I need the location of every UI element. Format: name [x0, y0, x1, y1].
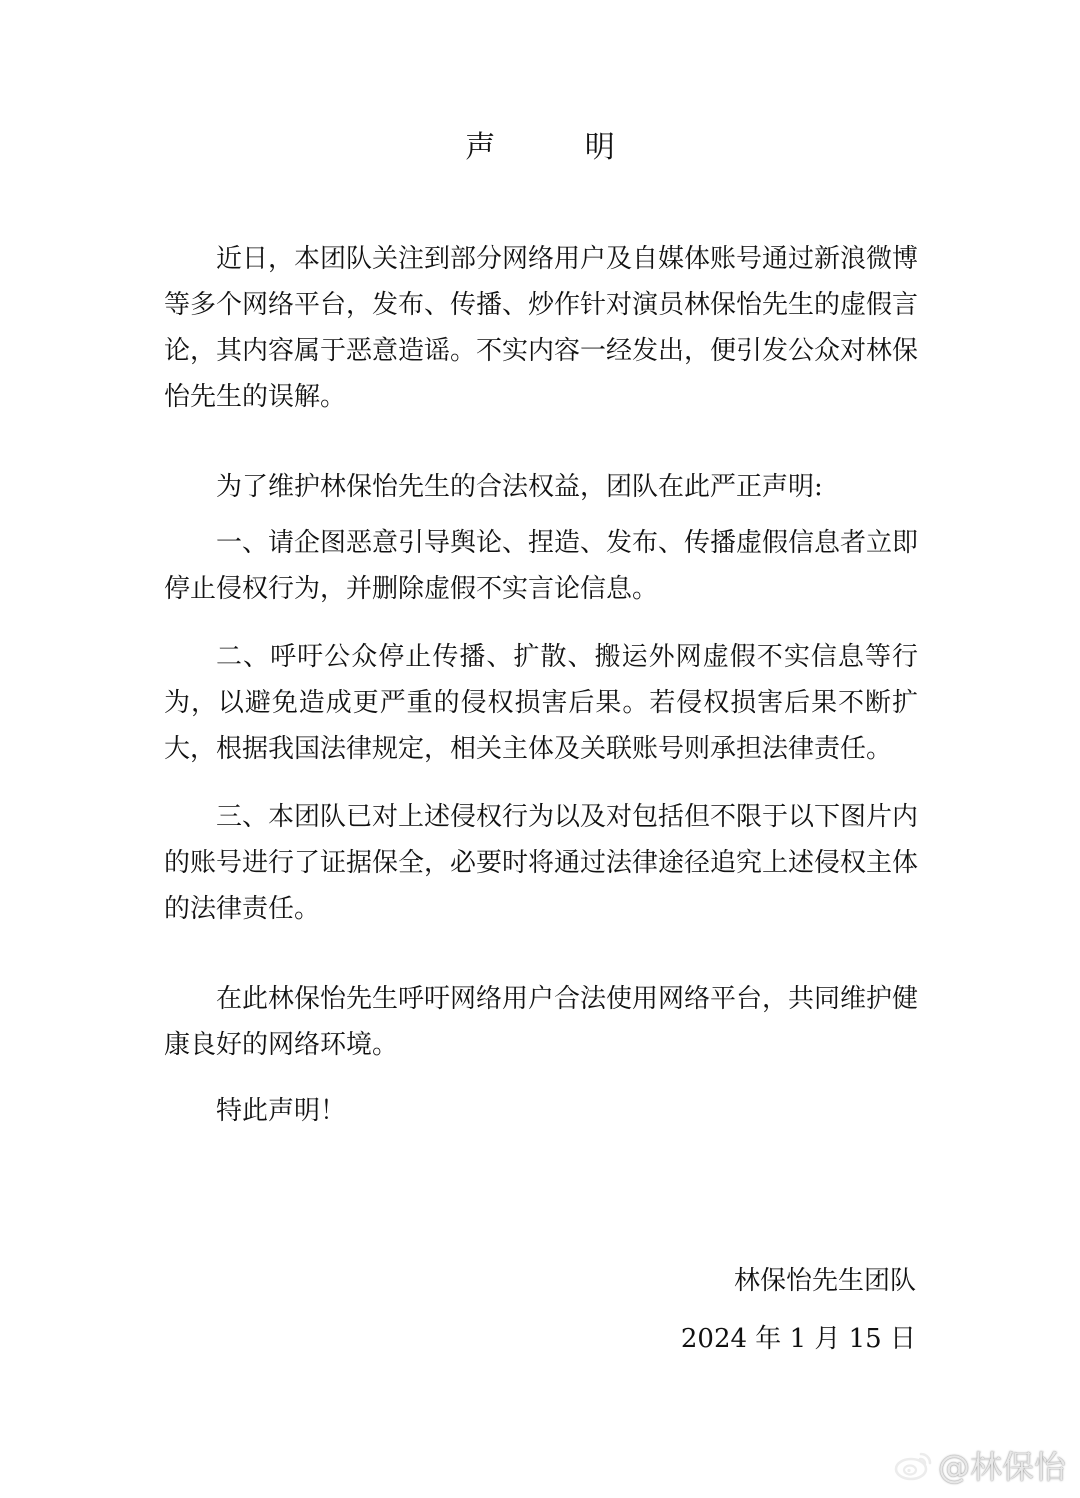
signature-date: 2024 年 1 月 15 日 [680, 1324, 916, 1354]
paragraph-declaration: 为了维护林保怡先生的合法权益，团队在此严正声明: [216, 472, 823, 502]
paragraph-closing: 特此声明！ [216, 1096, 347, 1126]
weibo-watermark [894, 1442, 1066, 1488]
paragraph-item-2: 二、呼吁公众停止传播、扩散、搬运外网虚假不实信息等行为，以避免造成更严重的侵权损害后果。若侵权损害后果不断扩大，根据我国法律规定，相关主体及关联账号则承担法律责任。 [164, 642, 918, 764]
signature: 林保怡先生团队 [733, 1266, 916, 1296]
paragraph-item-1: 一、请企图恶意引导舆论、捏造、发布、传播虚假信息者立即停止侵权行为，并删除虚假不实言论信息。 [164, 528, 919, 604]
watermark-handle: @林保怡 [937, 1448, 1066, 1486]
paragraph-intro: 近日，本团队关注到部分网络用户及自媒体账号通过新浪微博等多个网络平台，发布、传播、炒作针对演员林保怡先生的虚假言论，其内容属于恶意造谣。不实内容一经发出，便引发公众对林保怡先生的误解。 [164, 244, 919, 412]
paragraph-item-3: 三、本团队已对上述侵权行为以及对包括但不限于以下图片内的账号进行了证据保全，必要时将通过法律途径追究上述侵权主体的法律责任。 [164, 802, 919, 924]
weibo-icon [894, 1448, 934, 1482]
document-title: 声 明 [465, 130, 655, 165]
paragraph-appeal: 在此林保怡先生呼吁网络用户合法使用网络平台，共同维护健康良好的网络环境。 [164, 984, 919, 1060]
